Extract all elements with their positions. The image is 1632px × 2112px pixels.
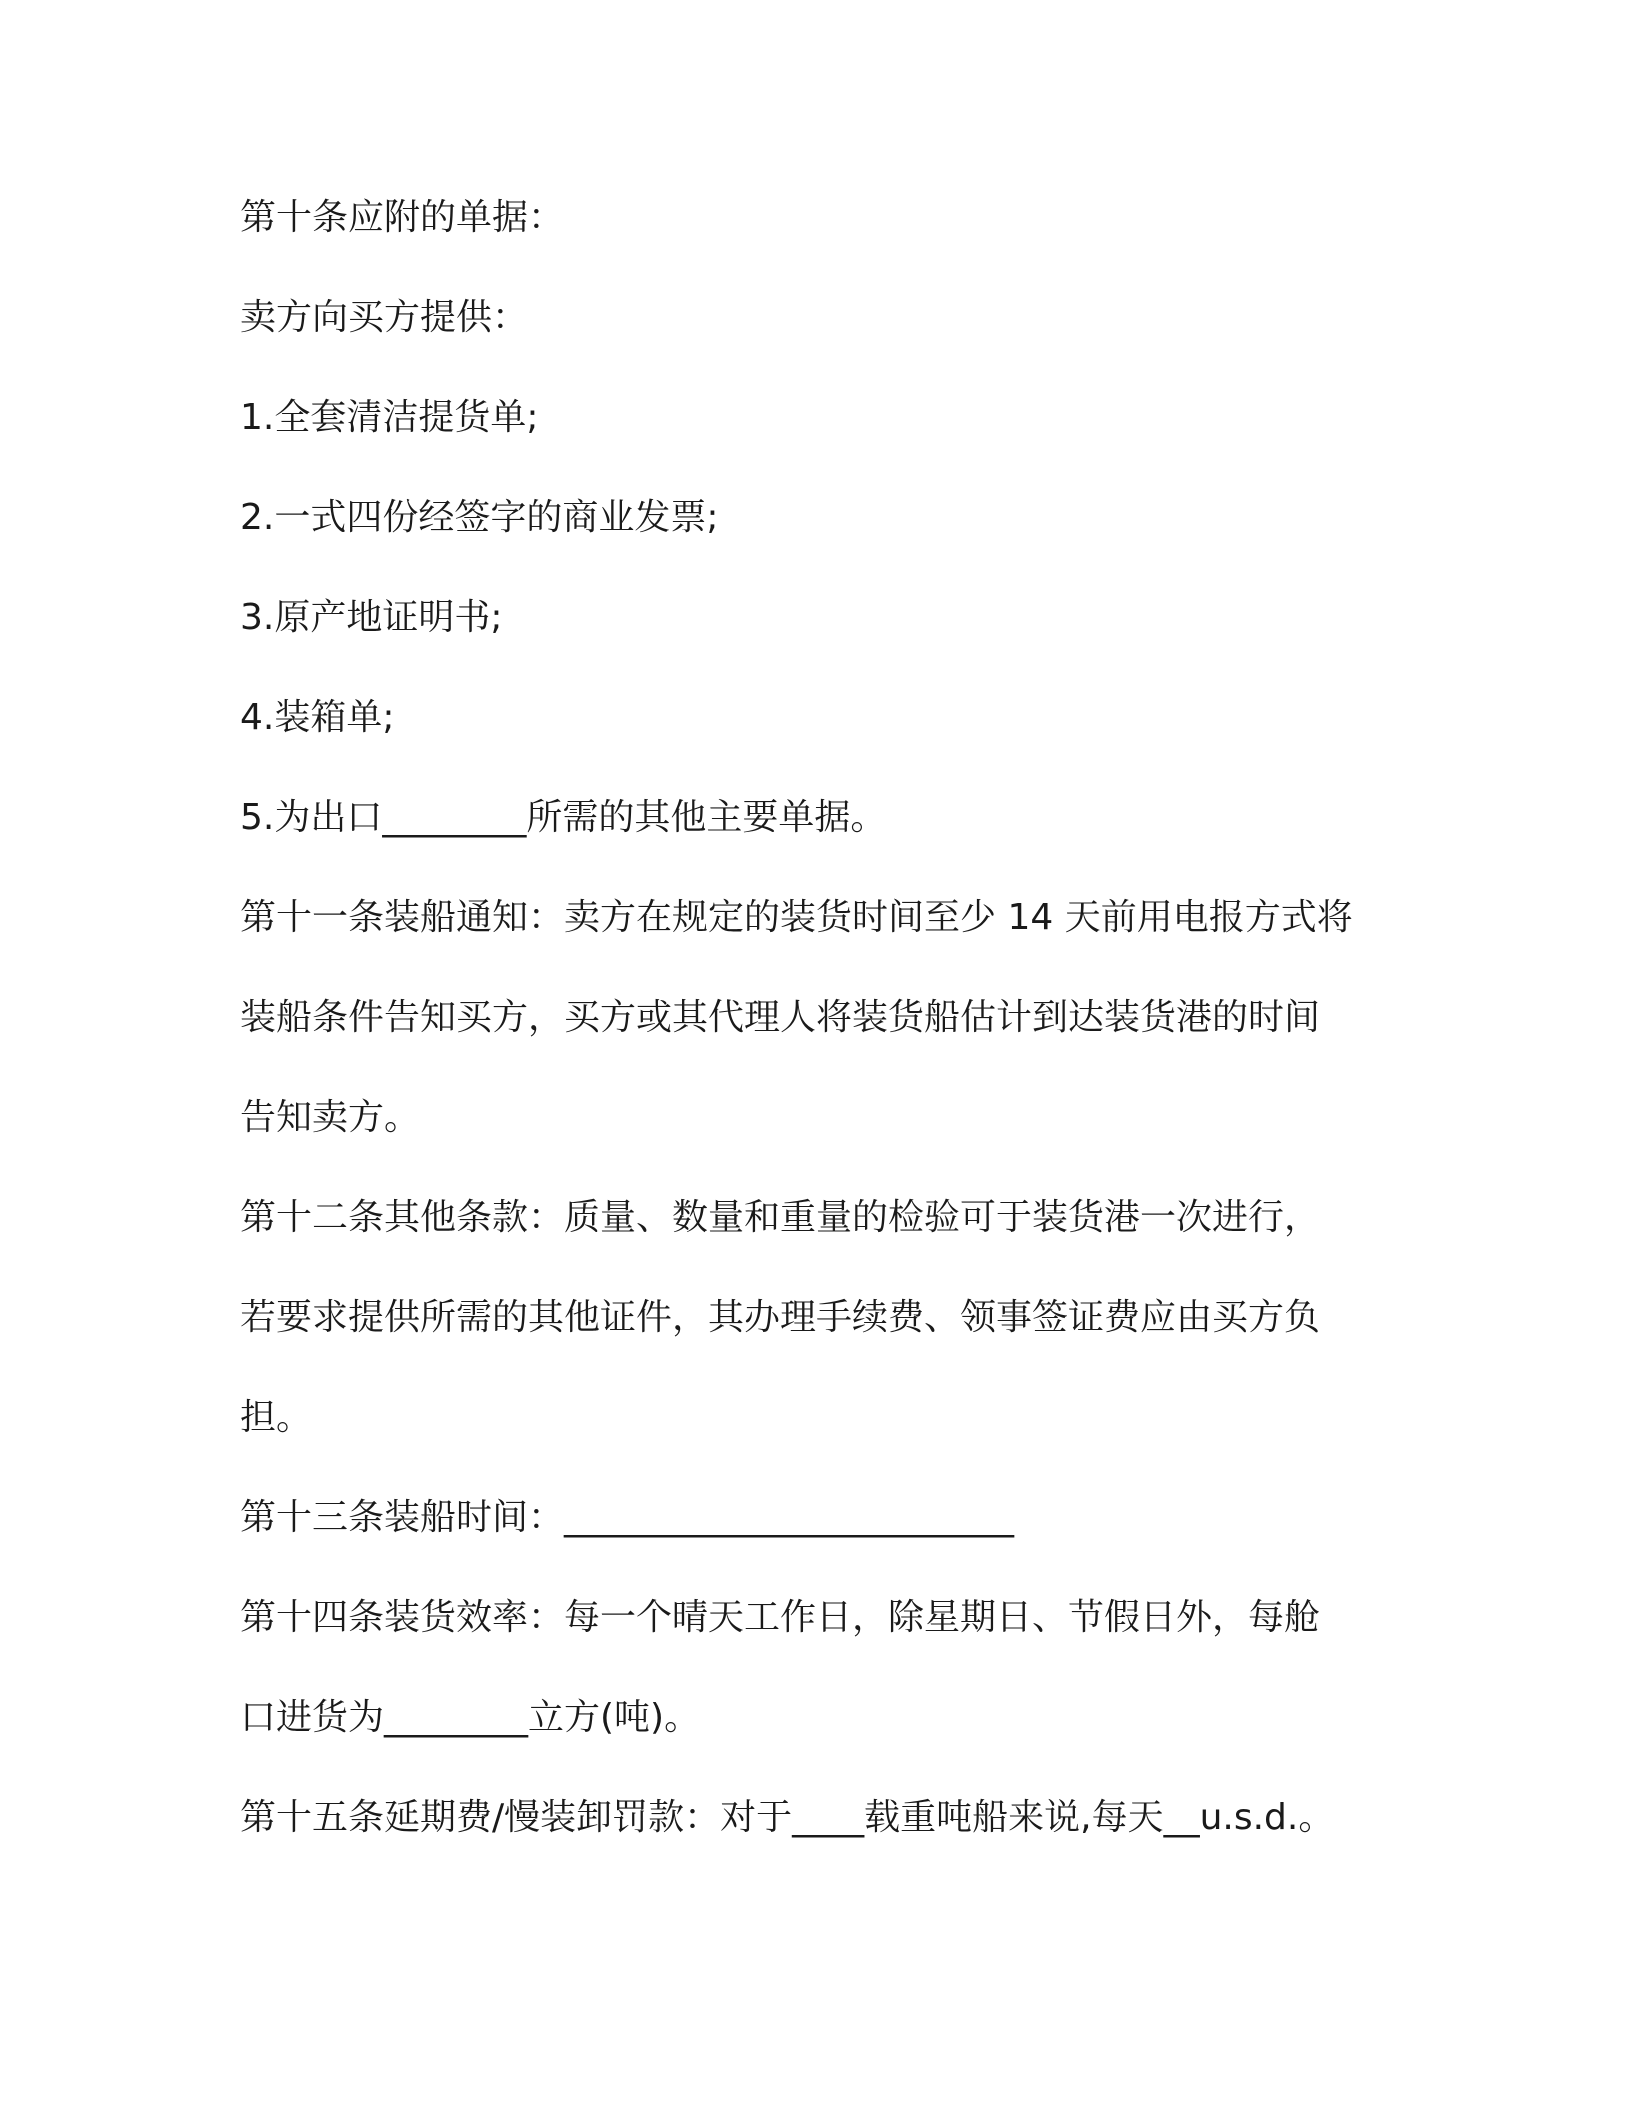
document-item-1: 1.全套清洁提货单;: [240, 397, 539, 438]
clause-15-line: 第十五条延期费/慢装卸罚款：对于____载重吨船来说,每天__u.s.d.。: [240, 1797, 1335, 1838]
clause-11-line-3: 告知卖方。: [240, 1097, 421, 1138]
clause-12-line-1: 第十二条其他条款：质量、数量和重量的检验可于装货港一次进行，: [240, 1197, 1321, 1238]
clause-11-line-2: 装船条件告知买方，买方或其代理人将装货船估计到达装货港的时间: [240, 997, 1321, 1038]
clause-12-line-2: 若要求提供所需的其他证件，其办理手续费、领事签证费应由买方负: [240, 1297, 1321, 1338]
clause-10-heading: 第十条应附的单据：: [240, 197, 565, 238]
clause-14-line-2: 口进货为________立方(吨)。: [240, 1697, 701, 1738]
document-item-3: 3.原产地证明书;: [240, 597, 503, 638]
seller-provides-line: 卖方向买方提供：: [240, 297, 529, 338]
clause-13-line: 第十三条装船时间：_________________________: [240, 1497, 1015, 1538]
document-item-5: 5.为出口________所需的其他主要单据。: [240, 797, 887, 838]
document-item-4: 4.装箱单;: [240, 697, 395, 738]
clause-11-line-1: 第十一条装船通知：卖方在规定的装货时间至少 14 天前用电报方式将: [240, 897, 1353, 938]
document-item-2: 2.一式四份经签字的商业发票;: [240, 497, 719, 538]
clause-12-line-3: 担。: [240, 1397, 313, 1438]
clause-14-line-1: 第十四条装货效率：每一个晴天工作日，除星期日、节假日外，每舱: [240, 1597, 1321, 1638]
